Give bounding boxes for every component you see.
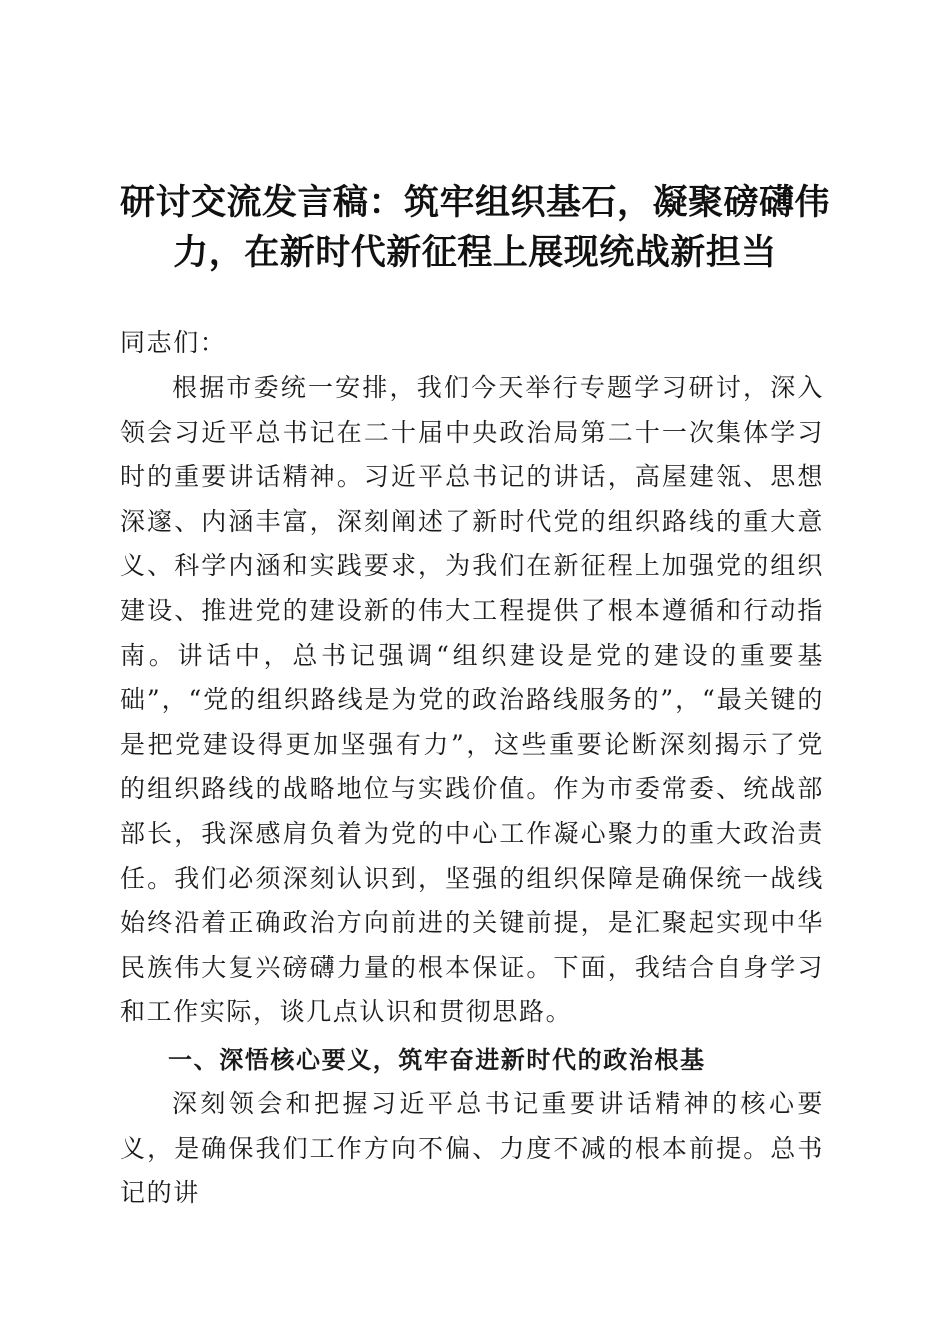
paragraph-section-1: 深刻领会和把握习近平总书记重要讲话精神的核心要义，是确保我们工作方向不偏、力度不减的根本前提。总书记的讲 [120,1089,824,1208]
paragraph-intro: 根据市委统一安排，我们今天举行专题学习研讨，深入领会习近平总书记在二十届中央政治局第二十一次集体学习时的重要讲话精神。习近平总书记的讲话，高屋建瓴、思想深邃、内涵丰富，深刻阐述了新时代党的组织路线的重大意义、科学内涵和实践要求，为我们在新征程上加强党的组织建设、推进党的建设新的伟大工程提供了根本遵循和行动指南。讲话中，总书记强调“组织建设是党的建设的重要基础”，“党的组织路线是为党的政治路线服务的”，“最关键的是把党建设得更加坚强有力”，这些重要论断深刻揭示了党的组织路线的战略地位与实践价值。作为市委常委、统战部部长，我深感肩负着为党的中心工作凝心聚力的重大政治责任。我们必须深刻认识到，坚强的组织保障是确保统一战线始终沿着正确政治方向前进的关键前提，是汇聚起实现中华民族伟大复兴磅礴力量的根本保证。下面，我结合自身学习和工作实际，谈几点认识和贯彻思路。 [120,373,824,1027]
greeting: 同志们： [120,328,227,357]
section-heading-1: 一、深悟核心要义，筑牢奋进新时代的政治根基 [168,1046,706,1074]
document-title: 研讨交流发言稿：筑牢组织基石，凝聚磅礴伟力，在新时代新征程上展现统战新担当 [119,183,830,273]
